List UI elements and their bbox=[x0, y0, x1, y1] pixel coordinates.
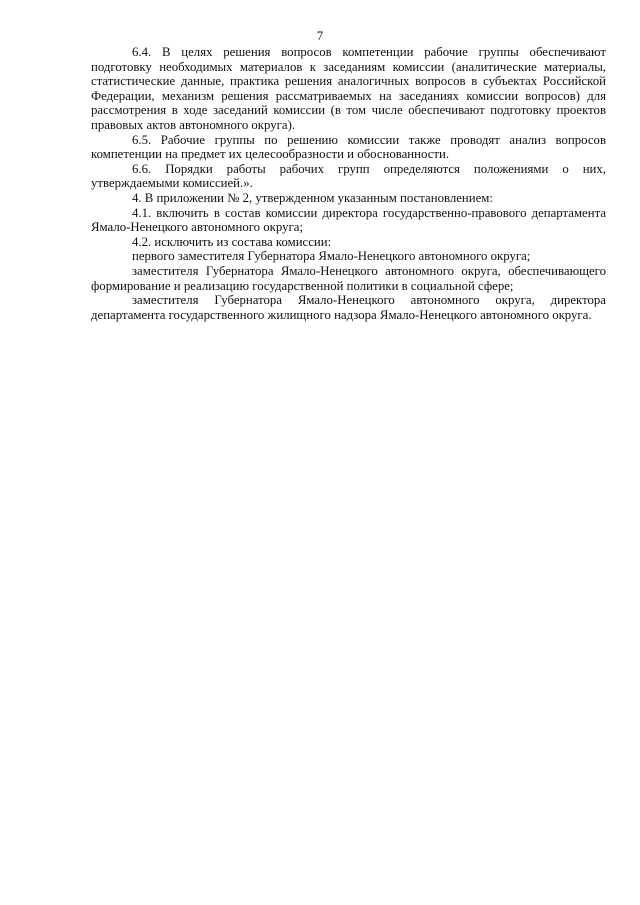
list-item-first-deputy: первого заместителя Губернатора Ямало-Ненецкого автономного округа; bbox=[132, 249, 531, 264]
list-item-deputy-social: заместителя Губернатора Ямало-Ненецкого автономного округа, обеспечивающего формирование и реализацию государственной политики в социальной сфере; bbox=[91, 263, 606, 293]
paragraph-6-6: 6.6. Порядки работы рабочих групп определяются положениями о них, утверждаемыми комиссией.». bbox=[91, 161, 606, 191]
document-body bbox=[91, 45, 606, 322]
list-item-deputy-housing: заместителя Губернатора Ямало-Ненецкого автономного округа, директора департамента государственного жилищного надзора Ямало-Ненецкого автономного округа. bbox=[91, 293, 606, 322]
paragraph-4: 4. В приложении № 2, утвержденном указанным постановлением: bbox=[132, 190, 493, 205]
page-number: 7 bbox=[316, 29, 324, 43]
paragraph-6-5: 6.5. Рабочие группы по решению комиссии также проводят анализ вопросов компетенции на предмет их целесообразности и обоснованности. bbox=[91, 132, 606, 162]
paragraph-4-1: 4.1. включить в состав комиссии директора государственно-правового департамента Ямало-Ненецкого автономного округа; bbox=[91, 205, 606, 235]
paragraph-6-4: 6.4. В целях решения вопросов компетенции рабочие группы обеспечивают подготовку необходимых материалов к заседаниям комиссии (аналитические материалы, статистические данные, практика решения аналогичных вопросов в субъектах Российской Федерации, механизм решения рассматриваемых на заседаниях комиссии вопросов) для рассмотрения в ходе заседаний комиссии (в том числе обеспечивают подготовку проектов правовых актов автономного округа). bbox=[91, 45, 606, 132]
paragraph-4-2: 4.2. исключить из состава комиссии: bbox=[132, 234, 332, 249]
